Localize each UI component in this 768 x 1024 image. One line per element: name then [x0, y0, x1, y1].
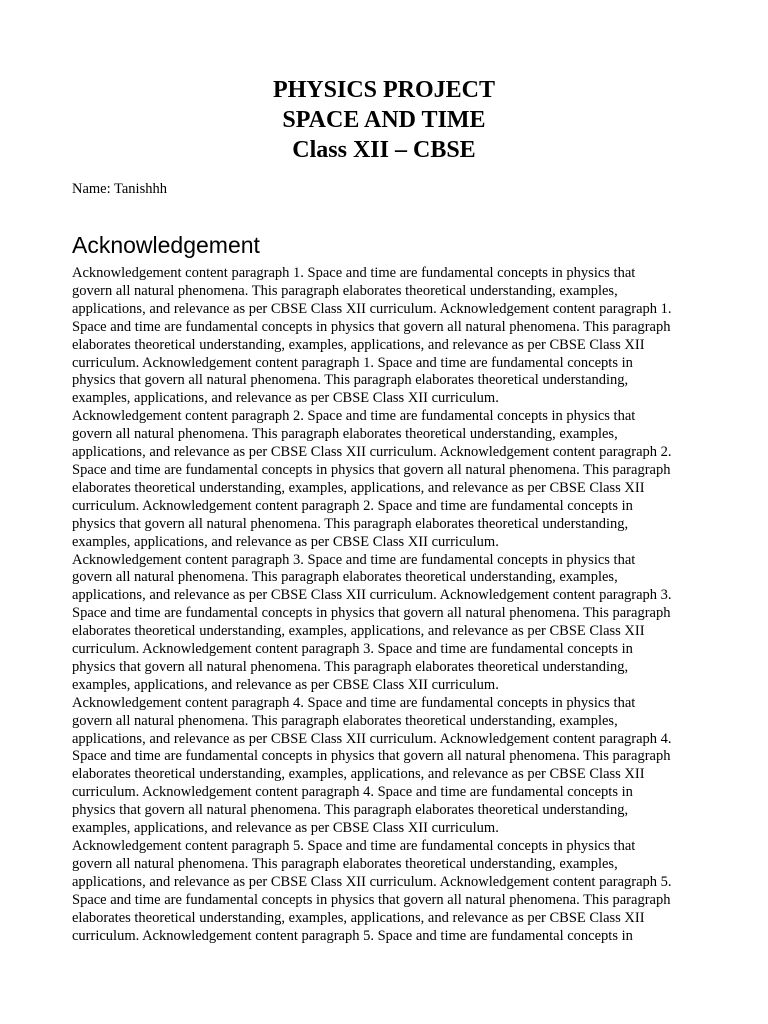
acknowledgement-paragraph — [72, 838, 696, 945]
title-block — [0, 75, 768, 165]
paragraph-line: applications, and relevance as per CBSE Class XII curriculum. Acknowledgement content paragraph 5. — [72, 873, 672, 890]
paragraph-line: govern all natural phenomena. This paragraph elaborates theoretical understanding, examples, — [72, 712, 618, 729]
acknowledgement-paragraph — [72, 408, 696, 551]
paragraph-line: elaborates theoretical understanding, examples, applications, and relevance as per CBSE Class XII — [72, 623, 645, 640]
paragraph-line: elaborates theoretical understanding, examples, applications, and relevance as per CBSE Class XII — [72, 766, 645, 783]
acknowledgement-paragraph — [72, 265, 696, 408]
body-text — [72, 265, 696, 945]
paragraph-line: examples, applications, and relevance as per CBSE Class XII curriculum. — [72, 533, 499, 550]
paragraph-line: Acknowledgement content paragraph 2. Space and time are fundamental concepts in physics that — [72, 408, 636, 425]
paragraph-line: applications, and relevance as per CBSE Class XII curriculum. Acknowledgement content paragraph 1. — [72, 300, 672, 317]
paragraph-line: Acknowledgement content paragraph 1. Space and time are fundamental concepts in physics that — [72, 265, 636, 281]
paragraph-line: applications, and relevance as per CBSE Class XII curriculum. Acknowledgement content paragraph 3. — [72, 587, 672, 604]
paragraph-line: physics that govern all natural phenomena. This paragraph elaborates theoretical understanding, — [72, 658, 629, 675]
paragraph-line: elaborates theoretical understanding, examples, applications, and relevance as per CBSE Class XII — [72, 336, 645, 353]
paragraph-line: curriculum. Acknowledgement content paragraph 5. Space and time are fundamental concepts in — [72, 927, 633, 944]
paragraph-line: Acknowledgement content paragraph 5. Space and time are fundamental concepts in physics that — [72, 838, 636, 854]
student-name: Name: Tanishhh — [72, 181, 167, 197]
paragraph-line: curriculum. Acknowledgement content paragraph 3. Space and time are fundamental concepts in — [72, 641, 633, 658]
paragraph-line: physics that govern all natural phenomena. This paragraph elaborates theoretical understanding, — [72, 372, 629, 389]
paragraph-line: Space and time are fundamental concepts in physics that govern all natural phenomena. This paragraph — [72, 318, 671, 335]
paragraph-line: applications, and relevance as per CBSE Class XII curriculum. Acknowledgement content paragraph 4. — [72, 730, 672, 747]
class-line: Class XII – CBSE — [292, 137, 476, 163]
paragraph-line: Space and time are fundamental concepts in physics that govern all natural phenomena. This paragraph — [72, 461, 671, 478]
paragraph-line: physics that govern all natural phenomena. This paragraph elaborates theoretical understanding, — [72, 515, 629, 532]
paragraph-line: Acknowledgement content paragraph 4. Space and time are fundamental concepts in physics that — [72, 694, 636, 711]
paragraph-line: Space and time are fundamental concepts in physics that govern all natural phenomena. This paragraph — [72, 891, 671, 908]
paragraph-line: curriculum. Acknowledgement content paragraph 2. Space and time are fundamental concepts in — [72, 497, 633, 514]
paragraph-line: govern all natural phenomena. This paragraph elaborates theoretical understanding, examples, — [72, 426, 618, 443]
project-title: PHYSICS PROJECT — [272, 77, 496, 103]
acknowledgement-paragraph — [72, 552, 696, 695]
paragraph-line: examples, applications, and relevance as per CBSE Class XII curriculum. — [72, 390, 499, 407]
paragraph-line: curriculum. Acknowledgement content paragraph 4. Space and time are fundamental concepts in — [72, 784, 633, 801]
project-subtitle: SPACE AND TIME — [282, 107, 486, 133]
paragraph-line: curriculum. Acknowledgement content paragraph 1. Space and time are fundamental concepts in — [72, 354, 633, 371]
paragraph-line: elaborates theoretical understanding, examples, applications, and relevance as per CBSE Class XII — [72, 909, 645, 926]
paragraph-line: govern all natural phenomena. This paragraph elaborates theoretical understanding, examples, — [72, 569, 618, 586]
paragraph-line: examples, applications, and relevance as per CBSE Class XII curriculum. — [72, 676, 499, 693]
paragraph-line: elaborates theoretical understanding, examples, applications, and relevance as per CBSE Class XII — [72, 479, 645, 496]
paragraph-line: govern all natural phenomena. This paragraph elaborates theoretical understanding, examples, — [72, 282, 618, 299]
acknowledgement-paragraph — [72, 695, 696, 838]
paragraph-line: Space and time are fundamental concepts in physics that govern all natural phenomena. This paragraph — [72, 605, 671, 622]
paragraph-line: physics that govern all natural phenomena. This paragraph elaborates theoretical understanding, — [72, 802, 629, 819]
paragraph-line: Acknowledgement content paragraph 3. Space and time are fundamental concepts in physics that — [72, 551, 636, 568]
paragraph-line: govern all natural phenomena. This paragraph elaborates theoretical understanding, examples, — [72, 855, 618, 872]
paragraph-line: examples, applications, and relevance as per CBSE Class XII curriculum. — [72, 820, 499, 837]
paragraph-line: applications, and relevance as per CBSE Class XII curriculum. Acknowledgement content paragraph 2. — [72, 444, 672, 461]
section-heading: Acknowledgement — [72, 232, 260, 258]
paragraph-line: Space and time are fundamental concepts in physics that govern all natural phenomena. This paragraph — [72, 748, 671, 765]
